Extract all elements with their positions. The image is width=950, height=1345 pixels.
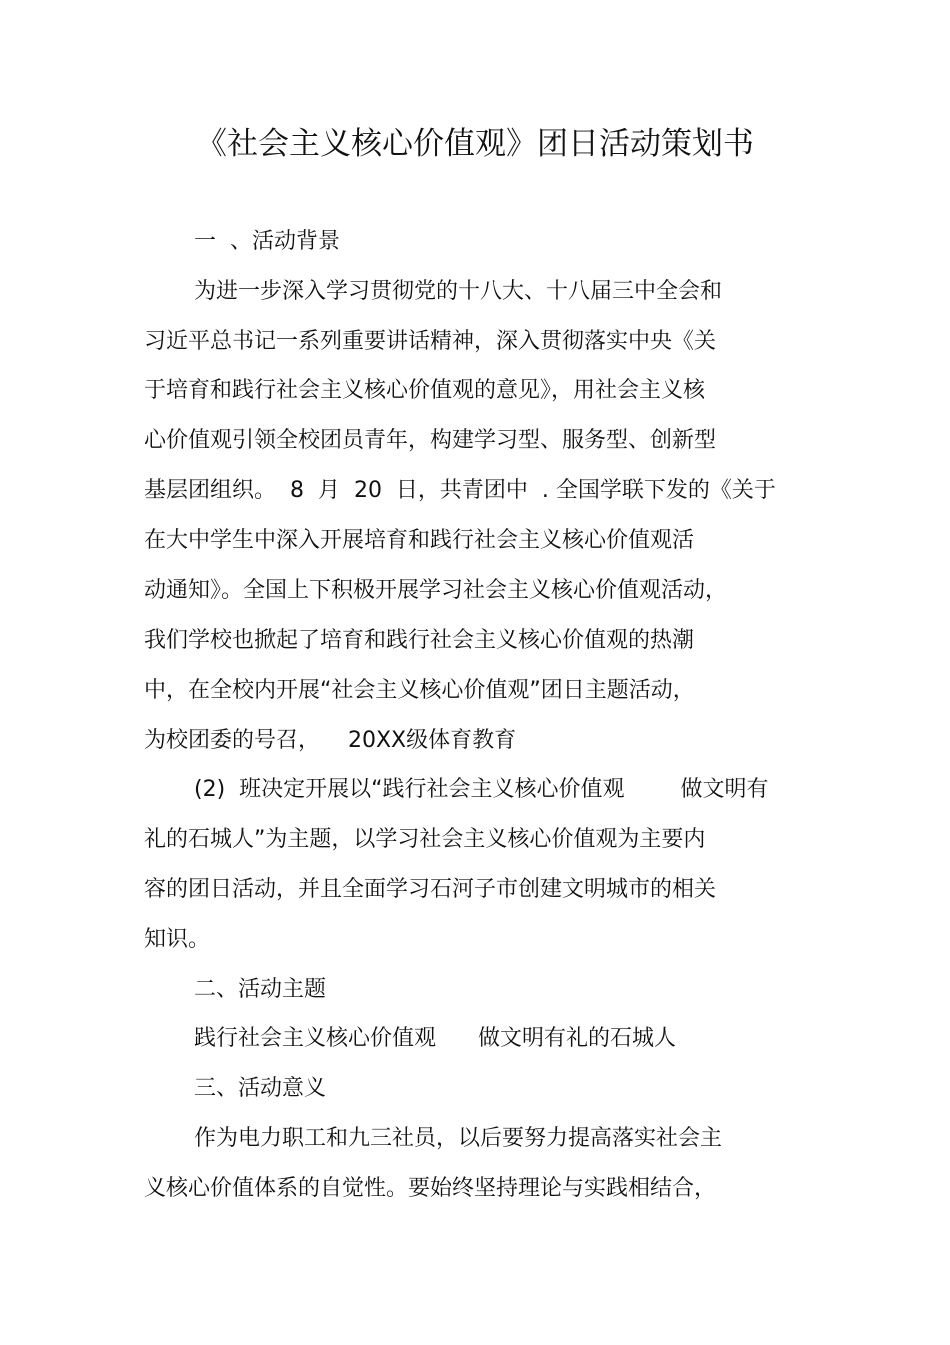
paragraph-line: 义核心价值体系的自觉性。要始终坚持理论与实践相结合， (144, 1176, 717, 1201)
paragraph-line: 中，在全校内开展“社会主义核心价值观”团日主题活动， (144, 678, 695, 703)
paragraph-line: 在大中学生中深入开展培育和践行社会主义核心价值观活 (144, 528, 695, 553)
paragraph-line: 作为电力职工和九三社员，以后要努力提高落实社会主 (194, 1126, 723, 1151)
paragraph-line: 为校团委的号召， 20XX级体育教育 (144, 728, 517, 753)
section-heading-significance: 三、活动意义 (194, 1076, 327, 1101)
paragraph-line: 动通知》。全国上下积极开展学习社会主义核心价值观活动， (144, 578, 728, 603)
paragraph-line: 习近平总书记一系列重要讲话精神，深入贯彻落实中央《关 (144, 329, 717, 354)
paragraph-line: 基层团组织。 8 月 20 日，共青团中 . 全国学联下发的《关于 (144, 478, 776, 503)
paragraph-line: 礼的石城人”为主题，以学习社会主义核心价值观为主要内 (144, 827, 706, 852)
document-title: 《社会主义核心价值观》团日活动策划书 (196, 126, 754, 162)
paragraph-line: 心价值观引领全校团员青年，构建学习型、服务型、创新型 (144, 428, 717, 453)
theme-text: 践行社会主义核心价值观 做文明有礼的石城人 (194, 1026, 676, 1051)
paragraph-line: 我们学校也掀起了培育和践行社会主义核心价值观的热潮 (144, 628, 695, 653)
paragraph-line: 为进一步深入学习贯彻党的十八大、十八届三中全会和 (194, 279, 723, 304)
section-heading-background: 一 、活动背景 (194, 229, 340, 254)
paragraph-line: 容的团日活动，并且全面学习石河子市创建文明城市的相关 (144, 877, 717, 902)
paragraph-line: 于培育和践行社会主义核心价值观的意见》，用社会主义核 (144, 378, 706, 403)
section-heading-theme: 二、活动主题 (194, 977, 327, 1002)
paragraph-line: 知识。 (144, 927, 211, 952)
paragraph-line: (2) 班决定开展以“践行社会主义核心价值观 做文明有 (194, 777, 769, 802)
